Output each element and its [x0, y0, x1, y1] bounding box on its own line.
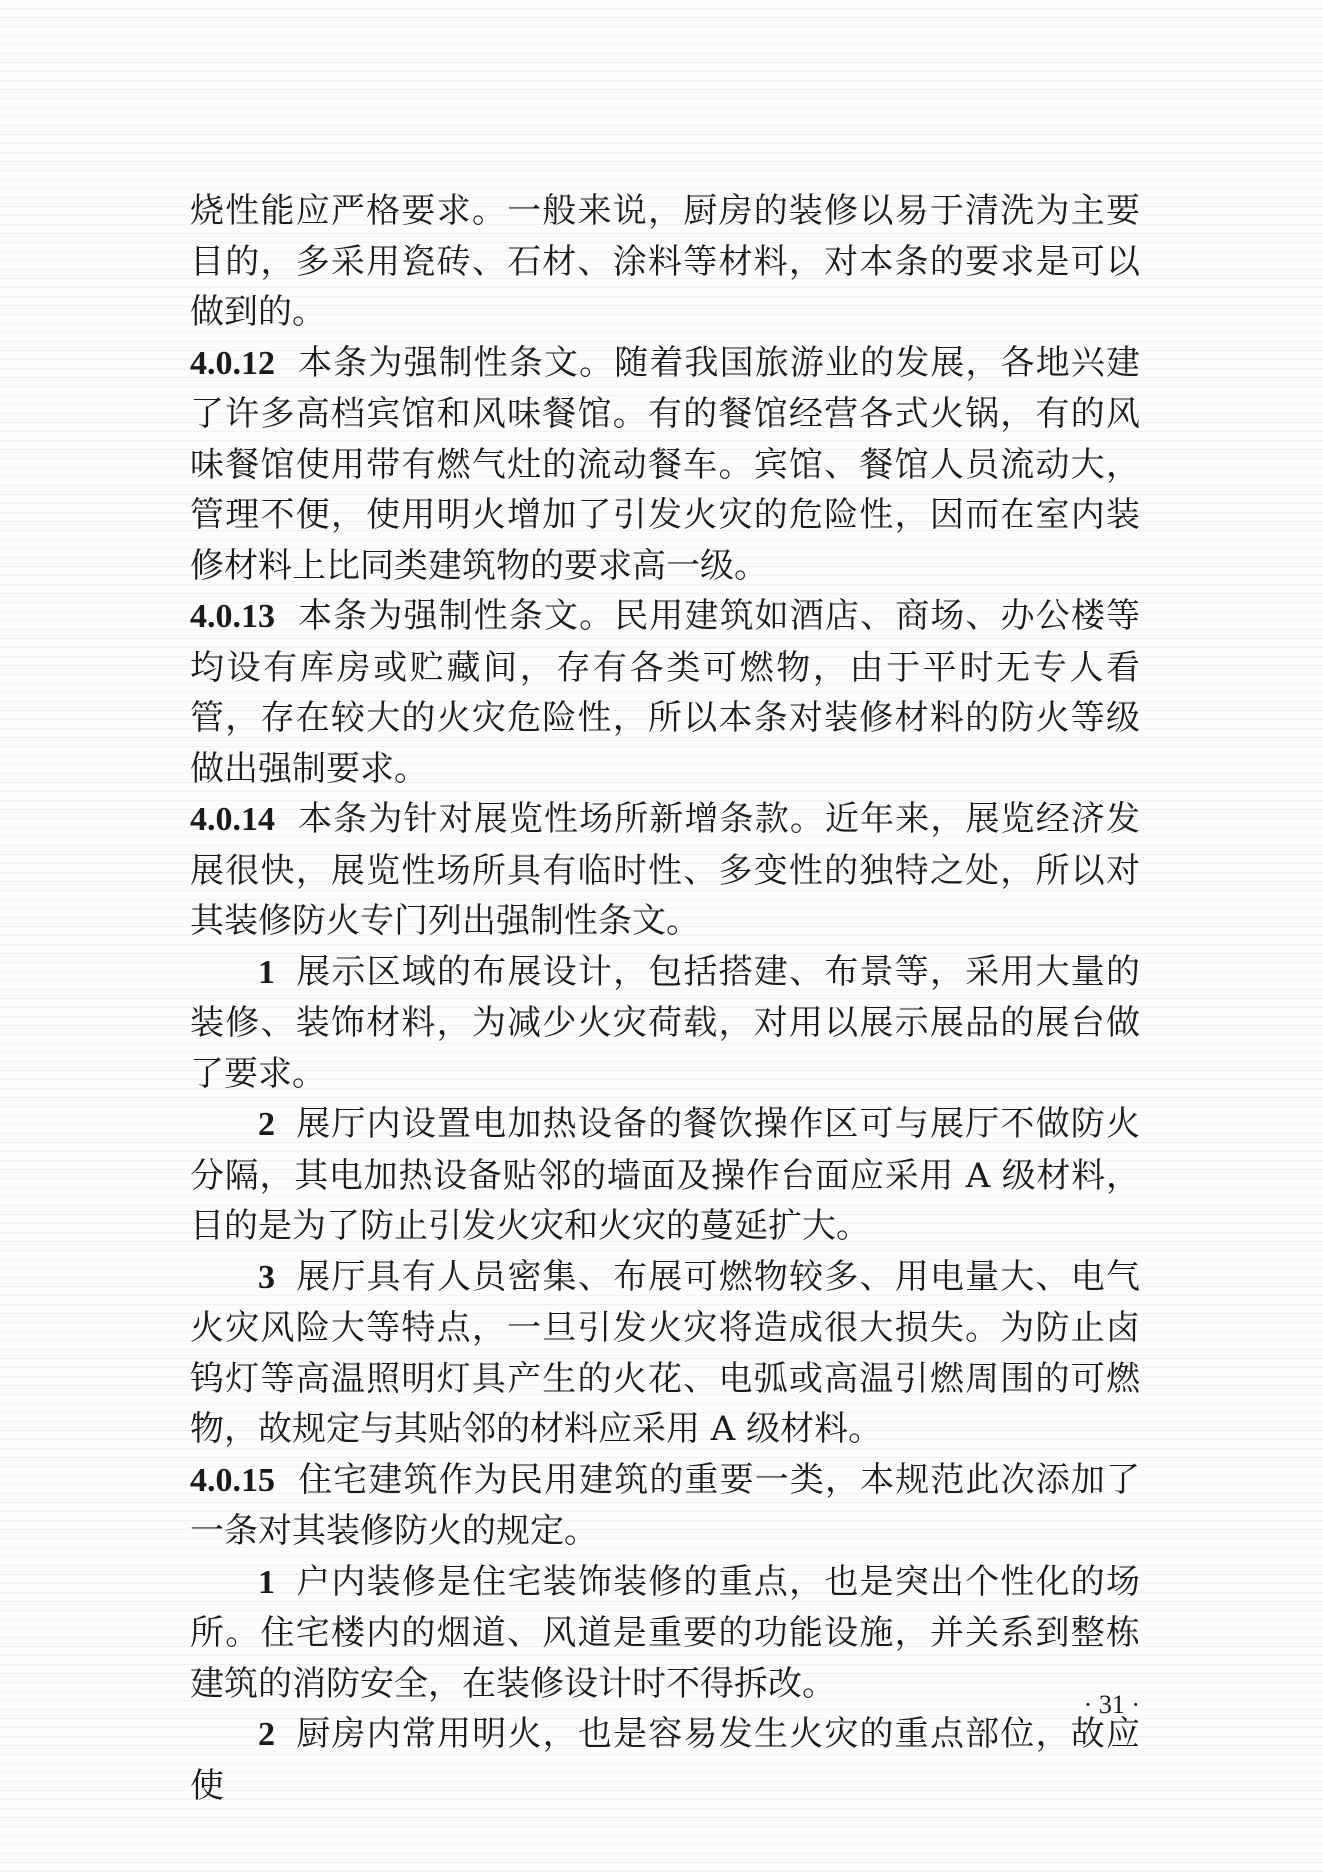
paragraph-text: 展厅内设置电加热设备的餐饮操作区可与展厅不做防火分隔，其电加热设备贴邻的墙面及操作台面应采用 A 级材料，目的是为了防止引发火灾和火灾的蔓延扩大。	[190, 1104, 1140, 1246]
paragraph-text: 本条为强制性条文。民用建筑如酒店、商场、办公楼等均设有库房或贮藏间，存有各类可燃物，由于平时无专人看管，存在较大的火灾危险性，所以本条对装修材料的防火等级做出强制要求。	[190, 596, 1140, 789]
clause-number: 4.0.14	[190, 801, 275, 838]
paragraph-continuation	[190, 186, 1140, 338]
clause-number: 4.0.13	[190, 598, 275, 635]
paragraph-text: 烧性能应严格要求。一般来说，厨房的装修以易于清洗为主要目的，多采用瓷砖、石材、涂料等材料，对本条的要求是可以做到的。	[190, 191, 1140, 332]
paragraph-text: 展厅具有人员密集、布展可燃物较多、用电量大、电气火灾风险大等特点，一旦引发火灾将造成很大损失。为防止卤钨灯等高温照明灯具产生的火花、电弧或高温引燃周围的可燃物，故规定与其贴邻的材料应采用 A 级材料。	[190, 1256, 1140, 1449]
paragraph-text: 展示区域的布展设计，包括搭建、布景等，采用大量的装修、装饰材料，为减少火灾荷载，对用以展示展品的展台做了要求。	[190, 951, 1140, 1094]
clause-4-0-14	[190, 794, 1140, 947]
clause-number: 4.0.12	[190, 344, 275, 382]
item-number: 1	[258, 953, 275, 991]
page-number: · 31 ·	[1083, 1690, 1140, 1719]
item-number: 3	[258, 1258, 275, 1296]
clause-4-0-13	[190, 591, 1140, 794]
clause-4-0-14-item-3	[190, 1252, 1140, 1455]
clause-4-0-15-item-2	[190, 1709, 1140, 1811]
paragraph-text: 本条为针对展览性场所新增条款。近年来，展览经济发展很快，展览性场所具有临时性、多变性的独特之处，所以对其装修防火专门列出强制性条文。	[190, 799, 1140, 941]
paragraph-text: 本条为强制性条文。随着我国旅游业的发展，各地兴建了许多高档宾馆和风味餐馆。有的餐馆经营各式火锅，有的风味餐馆使用带有燃气灶的流动餐车。宾馆、餐馆人员流动大，管理不便，使用明火增加了引发火灾的危险性，因而在室内装修材料上比同类建筑物的要求高一级。	[190, 342, 1140, 586]
paragraph-text: 户内装修是住宅装饰装修的重点，也是突出个性化的场所。住宅楼内的烟道、风道是重要的功能设施，并关系到整栋建筑的消防安全，在装修设计时不得拆改。	[190, 1561, 1140, 1704]
clause-4-0-15	[190, 1455, 1140, 1557]
paragraph-text: 住宅建筑作为民用建筑的重要一类，本规范此次添加了一条对其装修防火的规定。	[190, 1459, 1140, 1551]
clause-4-0-12	[190, 338, 1140, 592]
item-number: 2	[258, 1716, 275, 1753]
paragraph-text: 厨房内常用明火，也是容易发生火灾的重点部位，故应使	[190, 1714, 1140, 1806]
clause-number: 4.0.15	[190, 1461, 275, 1499]
clause-4-0-14-item-1	[190, 947, 1140, 1100]
document-body	[190, 186, 1140, 1811]
clause-4-0-15-item-1	[190, 1557, 1140, 1710]
clause-4-0-14-item-2	[190, 1099, 1140, 1252]
item-number: 1	[258, 1563, 275, 1601]
item-number: 2	[258, 1106, 275, 1143]
